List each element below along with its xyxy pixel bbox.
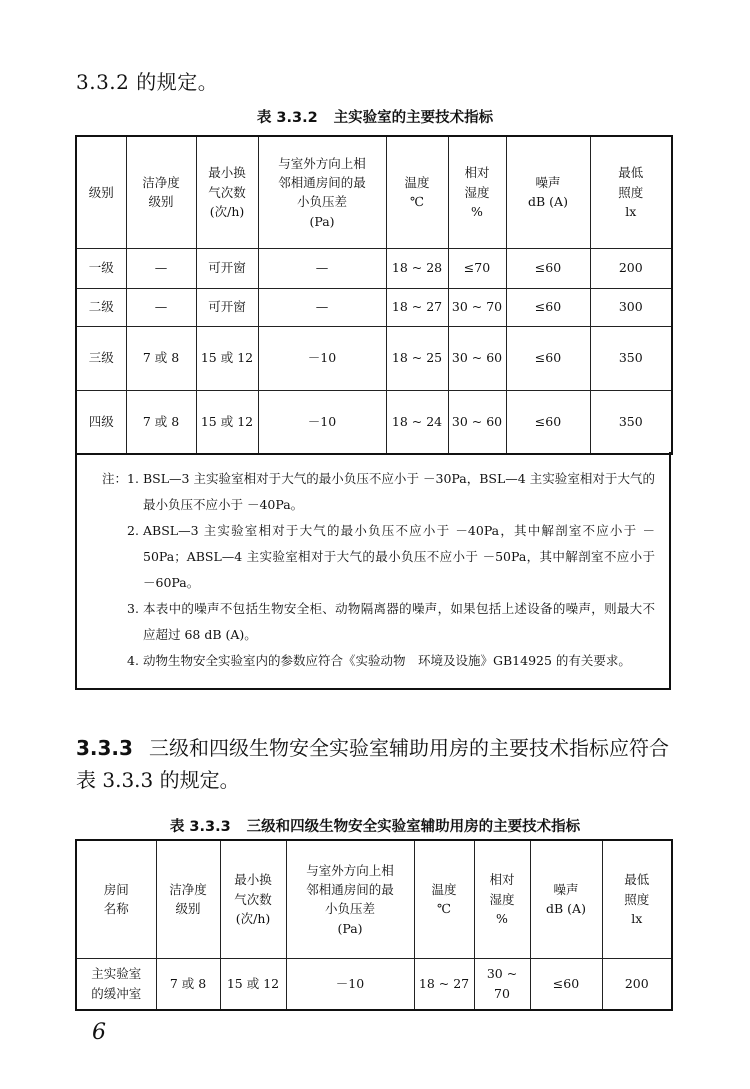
table2-header-row [76, 840, 672, 958]
table2-header-cell: 温度 ℃ [414, 840, 474, 958]
note-text: 本表中的噪声不包括生物安全柜、动物隔离器的噪声，如果包括上述设备的噪声，则最大不应超过 68 dB (A)。 [143, 601, 655, 642]
table-cell: 15 或 12 [196, 390, 258, 454]
table-cell: 15 或 12 [220, 958, 286, 1010]
table-cell: 18 ~ 28 [386, 248, 448, 288]
table1-header-cell: 最低 照度 lx [590, 136, 672, 248]
table-cell: 主实验室 的缓冲室 [76, 958, 156, 1010]
table-cell: 18 ~ 27 [414, 958, 474, 1010]
table1-header-cell: 温度 ℃ [386, 136, 448, 248]
table-cell: －10 [286, 958, 414, 1010]
table-cell: ≤60 [506, 326, 590, 390]
intro-line: 3.3.2 的规定。 [76, 70, 219, 94]
table-cell: 200 [590, 248, 672, 288]
table-row [76, 958, 672, 1010]
table2-header-cell: 最低 照度 lx [602, 840, 672, 958]
table-cell: 350 [590, 390, 672, 454]
table-row [76, 326, 672, 390]
table-cell: 18 ~ 27 [386, 288, 448, 326]
table-cell: ≤60 [506, 248, 590, 288]
table1-header-cell: 级别 [76, 136, 126, 248]
table2-header-cell: 相对 湿度 % [474, 840, 530, 958]
table-cell: — [126, 288, 196, 326]
note-text: 动物生物安全实验室内的参数应符合《实验动物 环境及设施》GB14925 的有关要求。 [143, 653, 631, 668]
table2-header-cell: 洁净度 级别 [156, 840, 220, 958]
note-text: ABSL—3 主实验室相对于大气的最小负压不应小于 －40Pa，其中解剖室不应小于 －50Pa；ABSL—4 主实验室相对于大气的最小负压不应小于 －50Pa，其中解剖室不应小于 －60Pa。 [143, 523, 655, 590]
note-item [77, 648, 669, 674]
table-cell: — [258, 248, 386, 288]
table-cell: ≤60 [530, 958, 602, 1010]
table1-header-row [76, 136, 672, 248]
table-cell: 7 或 8 [126, 326, 196, 390]
table-cell: 四级 [76, 390, 126, 454]
table-cell: 30 ~ 60 [448, 326, 506, 390]
table-cell: －10 [258, 390, 386, 454]
table-cell: 三级 [76, 326, 126, 390]
note-item [77, 466, 669, 518]
table-cell: 30 ~ 60 [448, 390, 506, 454]
table1-caption [0, 106, 750, 127]
table-cell: 可开窗 [196, 248, 258, 288]
note-number: 4. [127, 653, 139, 668]
table-cell: 15 或 12 [196, 326, 258, 390]
note-number: 2. [127, 523, 139, 538]
table-cell: －10 [258, 326, 386, 390]
table1-header-cell: 最小换 气次数 (次/h) [196, 136, 258, 248]
table1-header-cell: 与室外方向上相 邻相通房间的最 小负压差 (Pa) [258, 136, 386, 248]
section-3-3-3 [76, 732, 676, 796]
table1-caption-number: 表 3.3.2 [256, 110, 318, 126]
table2-caption [0, 815, 750, 836]
table2-header-cell: 房间 名称 [76, 840, 156, 958]
notes-lead: 注： [101, 471, 127, 486]
table1-caption-title: 主实验室的主要技术指标 [333, 110, 494, 126]
table-cell: 30 ~ 70 [448, 288, 506, 326]
table-cell: 30 ~ 70 [474, 958, 530, 1010]
table2-caption-title: 三级和四级生物安全实验室辅助用房的主要技术指标 [246, 819, 581, 835]
table-cell: 可开窗 [196, 288, 258, 326]
table-cell: — [126, 248, 196, 288]
main-lab-spec-table [75, 135, 673, 455]
table1-header-cell: 洁净度 级别 [126, 136, 196, 248]
table1-header-cell: 相对 湿度 % [448, 136, 506, 248]
section-number: 3.3.3 [76, 736, 133, 760]
table-cell: 7 或 8 [156, 958, 220, 1010]
table-cell: 200 [602, 958, 672, 1010]
auxiliary-room-spec-table [75, 839, 673, 1011]
page-number: 6 [92, 1020, 106, 1045]
table-cell: 7 或 8 [126, 390, 196, 454]
note-text: BSL—3 主实验室相对于大气的最小负压不应小于 －30Pa，BSL—4 主实验室相对于大气的最小负压不应小于 －40Pa。 [143, 471, 655, 512]
table-cell: 一级 [76, 248, 126, 288]
table2-caption-number: 表 3.3.3 [169, 819, 231, 835]
table-row [76, 288, 672, 326]
note-number: 3. [127, 601, 139, 616]
table-cell: ≤70 [448, 248, 506, 288]
table-cell: 18 ~ 25 [386, 326, 448, 390]
note-number: 1. [127, 471, 139, 486]
table-cell: 18 ~ 24 [386, 390, 448, 454]
table-cell: ≤60 [506, 390, 590, 454]
table-cell: — [258, 288, 386, 326]
table2-header-cell: 最小换 气次数 (次/h) [220, 840, 286, 958]
section-text: 三级和四级生物安全实验室辅助用房的主要技术指标应符合表 3.3.3 的规定。 [76, 736, 669, 792]
table-cell: 300 [590, 288, 672, 326]
table-cell: 二级 [76, 288, 126, 326]
note-item [77, 596, 669, 648]
table2-header-cell: 与室外方向上相 邻相通房间的最 小负压差 (Pa) [286, 840, 414, 958]
table-row [76, 248, 672, 288]
table-cell: 350 [590, 326, 672, 390]
table-cell: ≤60 [506, 288, 590, 326]
table-row [76, 390, 672, 454]
table1-notes [75, 452, 671, 690]
table2-header-cell: 噪声 dB (A) [530, 840, 602, 958]
table1-header-cell: 噪声 dB (A) [506, 136, 590, 248]
note-item [77, 518, 669, 596]
